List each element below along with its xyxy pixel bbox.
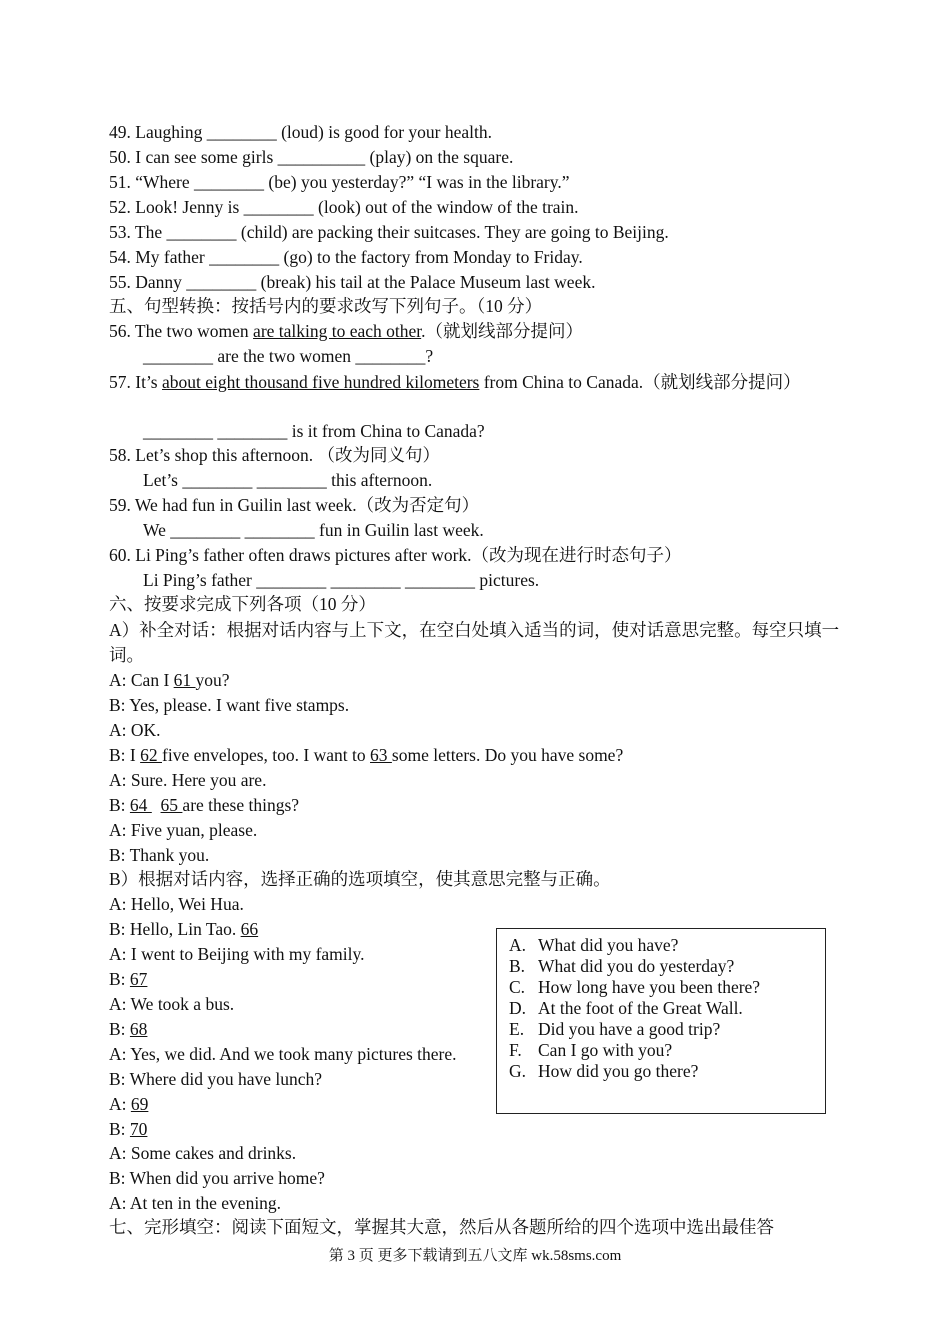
answer-blank[interactable]: 64 [129,795,152,815]
answer-blank[interactable]: ________ [209,247,280,267]
option-g: G. How did you go there? [509,1061,699,1081]
answer-blank[interactable]: 68 [129,1019,148,1039]
answer-blank[interactable]: 70 [129,1119,148,1139]
answer-blank[interactable]: 63 [370,745,392,765]
options-box [496,928,826,1114]
dialogue-b-line: A: Hello, Wei Hua. [109,894,244,914]
question-50: 50. I can see some girls __________ (play) on the square. [109,147,514,167]
option-a: A. What did you have? [509,935,679,955]
dialogue-b-line: A: 69 [109,1094,149,1114]
answer-blank[interactable]: 62 [140,745,162,765]
dialogue-b-line: A: I went to Beijing with my family. [109,944,365,964]
dialogue-b-line: B: 70 [109,1119,148,1139]
answer-blank[interactable]: 66 [240,919,259,939]
dialogue-b-line: A: Yes, we did. And we took many pictures there. [109,1044,457,1064]
answer-line-56[interactable]: ________ are the two women ________? [143,346,434,366]
dialogue-b-line: A: At ten in the evening. [109,1193,282,1213]
question-57: 57. It’s about eight thousand five hundred kilometers from China to Canada.（就划线部分提问） [109,372,801,392]
dialogue-a-line: B: I 62 five envelopes, too. I want to 63 some letters. Do you have some? [109,745,624,765]
question-56: 56. The two women are talking to each other.（就划线部分提问） [109,321,584,341]
option-c: C. How long have you been there? [509,977,761,997]
dialogue-a-line: A: Five yuan, please. [109,820,258,840]
dialogue-b-line: B: When did you arrive home? [109,1168,325,1188]
question-53: 53. The ________ (child) are packing their suitcases. They are going to Beijing. [109,222,669,242]
option-b: B. What did you do yesterday? [509,956,735,976]
answer-line-60[interactable]: Li Ping’s father ________ ________ ________ pictures. [143,570,540,590]
dialogue-b-line: B: Where did you have lunch? [109,1069,323,1089]
dialogue-a-line: A: OK. [109,720,161,740]
section-7-heading: 七、完形填空：阅读下面短文，掌握其大意，然后从各题所给的四个选项中选出最佳答 [109,1217,774,1237]
answer-blank[interactable]: 69 [130,1094,149,1114]
dialogue-b-line: B: Hello, Lin Tao. 66 [109,919,259,939]
answer-line-59[interactable]: We ________ ________ fun in Guilin last week. [143,520,484,540]
question-54: 54. My father ________ (go) to the factory from Monday to Friday. [109,247,583,267]
answer-blank[interactable]: __________ [277,147,366,167]
option-e: E. Did you have a good trip? [509,1019,721,1039]
part-a-instructions: A）补全对话：根据对话内容与上下文，在空白处填入适当的词，使对话意思完整。每空只填一词。 [109,620,840,665]
answer-blank[interactable]: 67 [129,969,148,989]
dialogue-b-line: A: We took a bus. [109,994,235,1014]
answer-line-57[interactable]: ________ ________ is it from China to Canada? [143,421,485,441]
dialogue-b-line: B: 68 [109,1019,148,1039]
dialogue-a-line: B: Yes, please. I want five stamps. [109,695,350,715]
question-51: 51. “Where ________ (be) you yesterday?” “I was in the library.” [109,172,570,192]
dialogue-b-line: B: 67 [109,969,148,989]
answer-blank[interactable]: ________ [166,222,237,242]
question-49: 49. Laughing ________ (loud) is good for your health. [109,122,493,142]
page-footer: 第 3 页 更多下载请到五八文库 wk.58sms.com [328,1248,622,1264]
answer-blank[interactable]: ________ [243,197,314,217]
answer-blank[interactable]: 65 [160,795,183,815]
answer-line-58[interactable]: Let’s ________ ________ this afternoon. [143,470,433,490]
question-60: 60. Li Ping’s father often draws pictures after work.（改为现在进行时态句子） [109,545,682,565]
answer-blank[interactable]: 61 [173,670,196,690]
option-f: F. Can I go with you? [509,1040,673,1060]
dialogue-a-line: B: 64 65 are these things? [109,795,300,815]
dialogue-b-line: A: Some cakes and drinks. [109,1143,297,1163]
question-59: 59. We had fun in Guilin last week.（改为否定句） [109,495,480,515]
dialogue-a-line: A: Can I 61 you? [109,670,230,690]
dialogue-a-line: B: Thank you. [109,845,210,865]
section-6-heading: 六、按要求完成下列各项（10 分） [109,594,376,614]
question-52: 52. Look! Jenny is ________ (look) out of the window of the train. [109,197,579,217]
question-55: 55. Danny ________ (break) his tail at the Palace Museum last week. [109,272,596,292]
part-b-instructions: B）根据对话内容，选择正确的选项填空，使其意思完整与正确。 [109,869,611,889]
section-5-heading: 五、句型转换：按括号内的要求改写下列句子。（10 分） [109,296,543,316]
question-58: 58. Let’s shop this afternoon. （改为同义句） [109,445,441,465]
dialogue-a-line: A: Sure. Here you are. [109,770,267,790]
answer-blank[interactable]: ________ [186,272,257,292]
answer-blank[interactable]: ________ [206,122,277,142]
option-d: D. At the foot of the Great Wall. [509,998,743,1018]
answer-blank[interactable]: ________ [194,172,265,192]
